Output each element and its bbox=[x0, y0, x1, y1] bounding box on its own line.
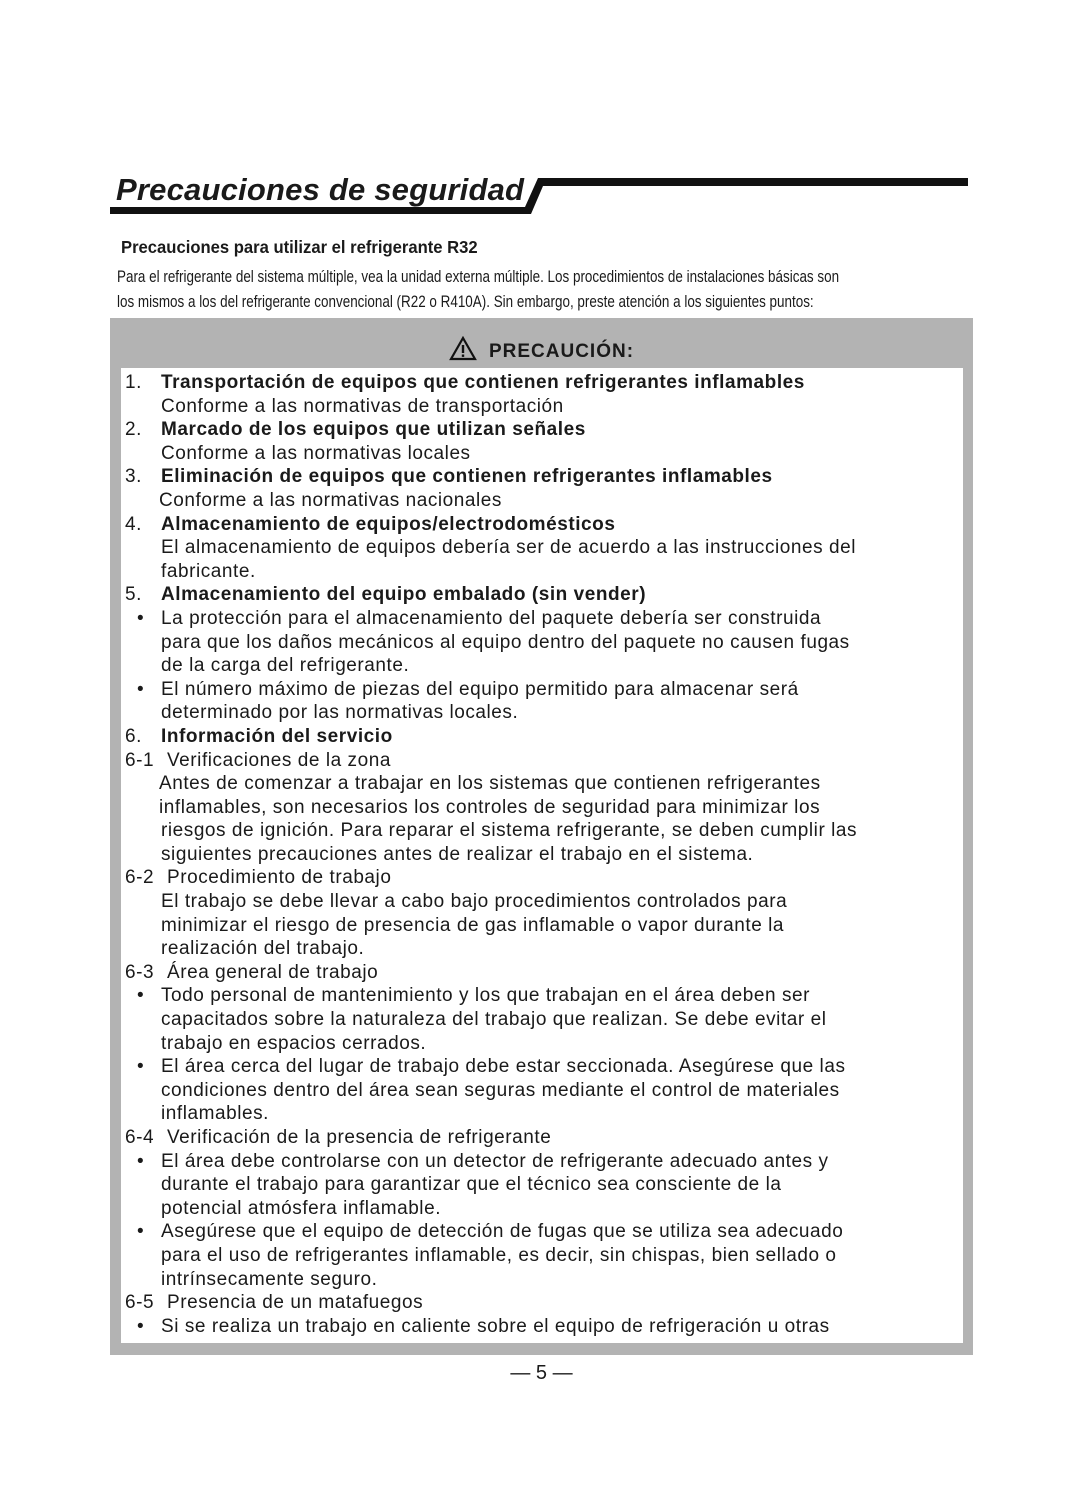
item-number: 6. bbox=[125, 725, 142, 747]
bullet-icon: • bbox=[137, 1150, 145, 1172]
item-text: Conforme a las normativas locales bbox=[161, 442, 471, 464]
item-number: 5. bbox=[125, 584, 142, 606]
item-text: para que los daños mecánicos al equipo dentro del paquete no causen fugas bbox=[161, 631, 850, 653]
item-text: durante el trabajo para garantizar que el técnico sea consciente de la bbox=[161, 1174, 782, 1196]
item-text: Procedimiento de trabajo bbox=[167, 867, 392, 889]
item-text: Información del servicio bbox=[161, 725, 393, 747]
item-text: El área debe controlarse con un detector de refrigerante adecuado antes y bbox=[161, 1150, 829, 1172]
item-text: fabricante. bbox=[161, 560, 256, 582]
caution-box bbox=[110, 318, 973, 1355]
item-text: determinado por las normativas locales. bbox=[161, 702, 519, 724]
item-text: potencial atmósfera inflamable. bbox=[161, 1197, 442, 1219]
page-number: — 5 — bbox=[510, 1362, 573, 1384]
bullet-icon: • bbox=[137, 1221, 145, 1243]
caution-label: PRECAUCIÓN: bbox=[488, 341, 635, 362]
item-text: capacitados sobre la naturaleza del trabajo que realizan. Se debe evitar el bbox=[161, 1009, 827, 1031]
item-number: 1. bbox=[125, 372, 142, 393]
item-text: de la carga del refrigerante. bbox=[161, 655, 410, 677]
page-title: Precauciones de seguridad bbox=[116, 172, 525, 207]
item-text: El trabajo se debe llevar a cabo bajo procedimientos controlados para bbox=[161, 891, 788, 913]
item-number: 6-5 bbox=[125, 1292, 155, 1314]
warning-triangle-icon bbox=[449, 336, 477, 361]
section-subtitle: Precauciones para utilizar el refrigerante R32 bbox=[121, 237, 478, 257]
bullet-icon: • bbox=[137, 1056, 145, 1078]
intro-line: los mismos a los del refrigerante convencional (R22 o R410A). Sin embargo, preste atención a los siguientes puntos: bbox=[117, 293, 814, 311]
item-text: Todo personal de mantenimiento y los que trabajan en el área deben ser bbox=[161, 985, 811, 1007]
item-text: para el uso de refrigerantes inflamable, es decir, sin chispas, bien sellado o bbox=[161, 1244, 837, 1266]
item-text: inflamables, son necesarios los controles de seguridad para minimizar los bbox=[159, 796, 821, 818]
item-text: Asegúrese que el equipo de detección de fugas que se utiliza sea adecuado bbox=[161, 1221, 844, 1243]
item-text: Eliminación de equipos que contienen refrigerantes inflamables bbox=[161, 466, 773, 488]
bullet-icon: • bbox=[137, 985, 145, 1007]
item-text: riesgos de ignición. Para reparar el sistema refrigerante, se deben cumplir las bbox=[161, 820, 858, 842]
item-number: 2. bbox=[125, 419, 142, 441]
intro-line: Para el refrigerante del sistema múltiple, vea la unidad externa múltiple. Los procedimientos de instalaciones básicas son bbox=[117, 268, 840, 286]
bullet-icon: • bbox=[137, 607, 145, 629]
item-text: trabajo en espacios cerrados. bbox=[161, 1032, 427, 1054]
item-text: siguientes precauciones antes de realizar el trabajo en el sistema. bbox=[161, 843, 754, 865]
bullet-icon: • bbox=[137, 1315, 145, 1337]
item-number: 3. bbox=[125, 466, 142, 488]
item-text: intrínsecamente seguro. bbox=[161, 1268, 378, 1290]
item-number: 6-3 bbox=[125, 961, 155, 983]
item-text: La protección para el almacenamiento del paquete debería ser construida bbox=[161, 607, 822, 629]
item-text: Conforme a las normativas nacionales bbox=[159, 489, 502, 511]
item-text: El número máximo de piezas del equipo permitido para almacenar será bbox=[161, 678, 799, 700]
item-number: 6-2 bbox=[125, 867, 155, 889]
item-text: Si se realiza un trabajo en caliente sobre el equipo de refrigeración u otras bbox=[161, 1315, 830, 1337]
item-text: El área cerca del lugar de trabajo debe estar seccionada. Asegúrese que las bbox=[161, 1056, 846, 1078]
item-text: Verificación de la presencia de refrigerante bbox=[167, 1127, 552, 1148]
item-text: realización del trabajo. bbox=[161, 938, 365, 960]
item-number: 4. bbox=[125, 513, 142, 535]
item-text: Conforme a las normativas de transportación bbox=[161, 395, 564, 417]
bullet-icon: • bbox=[137, 678, 145, 700]
item-number: 6-4 bbox=[125, 1127, 155, 1148]
item-text: Antes de comenzar a trabajar en los sistemas que contienen refrigerantes bbox=[159, 773, 821, 795]
caution-header bbox=[110, 336, 973, 363]
item-text: inflamables. bbox=[161, 1103, 269, 1125]
caution-content bbox=[121, 368, 963, 1343]
item-text: Área general de trabajo bbox=[167, 961, 379, 983]
item-text: condiciones dentro del área sean seguras mediante el control de materiales bbox=[161, 1079, 840, 1101]
item-text: El almacenamiento de equipos debería ser de acuerdo a las instrucciones del bbox=[161, 537, 857, 559]
item-text: minimizar el riesgo de presencia de gas inflamable o vapor durante la bbox=[161, 914, 785, 936]
item-text: Presencia de un matafuegos bbox=[167, 1292, 424, 1314]
item-text: Verificaciones de la zona bbox=[167, 749, 391, 771]
item-text: Almacenamiento del equipo embalado (sin vender) bbox=[161, 584, 647, 606]
item-number: 6-1 bbox=[125, 749, 155, 771]
item-text: Almacenamiento de equipos/electrodomésticos bbox=[161, 513, 616, 535]
item-text: Marcado de los equipos que utilizan señales bbox=[161, 419, 586, 441]
item-text: Transportación de equipos que contienen refrigerantes inflamables bbox=[161, 372, 805, 393]
